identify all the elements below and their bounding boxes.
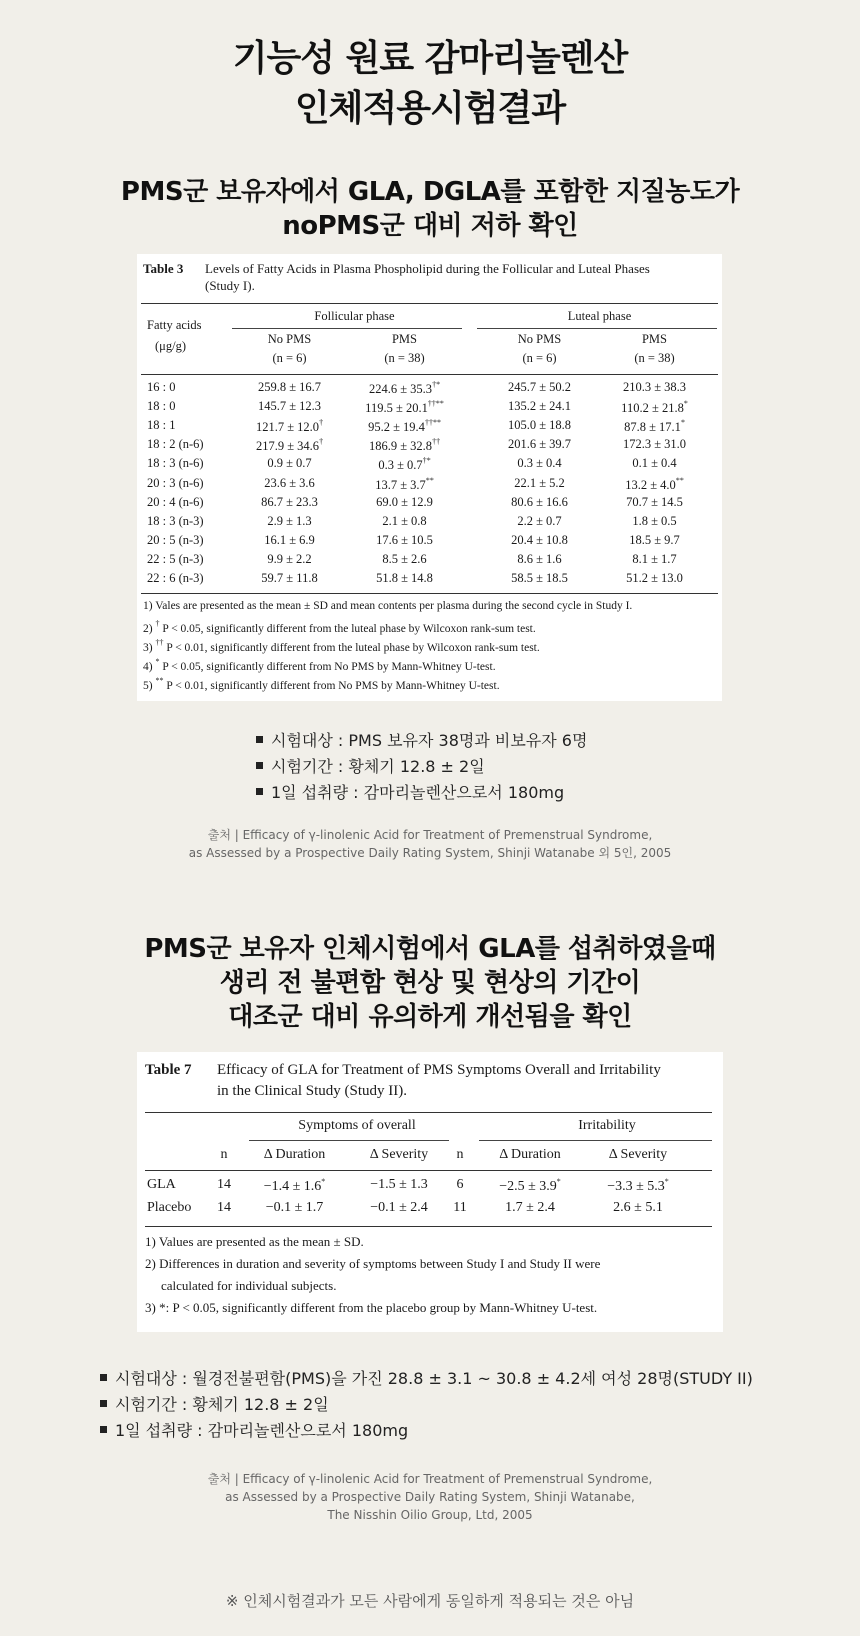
table-7-note: 2) Differences in duration and severity of symptoms between Study I and Study II were [145,1256,601,1271]
table-7-cell: 1.7 ± 2.4 [505,1200,555,1215]
table-3-cell: 110.2 ± 21.8* [621,399,688,416]
section1-heading [0,175,860,243]
table-3-cell: 87.8 ± 17.1* [624,418,685,435]
table-3-group-rule-1 [232,328,462,329]
table-7-group-overall: Symptoms of overall [298,1118,416,1133]
table-3-row-label: 20 : 5 (n-3) [147,532,204,547]
table-3-note: 5) ** P < 0.01, significantly different from No PMS by Mann-Whitney U-test. [143,676,500,692]
table-3-subhead: PMS [641,332,668,346]
table-3-note: 3) †† P < 0.01, significantly different from the luteal phase by Wilcoxon rank-sum test. [143,638,540,654]
disclaimer: ※ 인체시험결과가 모든 사람에게 동일하게 적용되는 것은 아님 [225,1592,635,1610]
table-7 [137,1052,723,1332]
table-3-cell: 2.1 ± 0.8 [382,513,427,528]
table-7-subhead: n [456,1147,464,1162]
table-3-cell: 20.4 ± 10.8 [511,532,568,547]
table-7-group-rule-2 [479,1140,712,1141]
table-3-cell: 119.5 ± 20.1††** [365,399,444,416]
table-3-row-label: 18 : 0 [147,399,176,414]
table-3-cell: 51.8 ± 14.8 [376,571,433,585]
table-3-group-rule-2 [477,328,717,329]
table-3-cell: 172.3 ± 31.0 [622,437,687,452]
table-3-cell: 224.6 ± 35.3†* [368,380,441,396]
table-3-note: 2) † P < 0.05, significantly different from the luteal phase by Wilcoxon rank-sum test. [143,619,536,635]
table-3-cell: 245.7 ± 50.2 [507,380,572,394]
section2-heading-line-2: 생리 전 불편함 현상 및 현상의 기간이 [219,968,641,998]
section1-bullets [256,728,587,806]
table-3-row-label: 18 : 3 (n-3) [147,513,204,528]
table-7-cell: −0.1 ± 1.7 [265,1200,324,1215]
table-3-cell: 18.5 ± 9.7 [629,532,680,547]
table-3-cell: 201.6 ± 39.7 [507,437,572,452]
table-7-subhead: Δ Duration [263,1147,326,1162]
table-3-cell: 0.9 ± 0.7 [267,456,312,471]
table-3-row-label: 16 : 0 [147,380,176,394]
table-3-cell: 22.1 ± 5.2 [514,475,565,490]
table-3-cell: 259.8 ± 16.7 [257,380,322,394]
table-3-cell: 80.6 ± 16.6 [511,494,568,509]
section2-bullet: 1일 섭취량 : 감마리놀렌산으로서 180mg [100,1418,753,1444]
table-7-cell: −3.3 ± 5.3* [607,1177,669,1194]
table-7-group-irritability: Irritability [578,1118,636,1133]
table-3-subhead-n: (n = 6) [272,351,307,365]
table-7-subhead: Δ Duration [499,1147,561,1162]
section1-heading-line-1: PMS군 보유자에서 GLA, DGLA를 포함한 지질농도가 [120,177,740,207]
table-7-subhead: n [220,1147,228,1162]
section1-bullet: 시험대상 : PMS 보유자 38명과 비보유자 6명 [256,728,587,754]
table-3-cell: 13.7 ± 3.7** [375,475,434,492]
table-3-group-follicular: Follicular phase [314,309,395,323]
table-3-row-label: 18 : 1 [147,418,176,433]
table-3-cell: 121.7 ± 12.0† [255,418,324,435]
table-3-caption-text: Levels of Fatty Acids in Plasma Phospholipid during the Follicular and Luteal Phases [205,261,650,276]
table-3-subhead: PMS [391,332,418,346]
section2-source: 출처 | Efficacy of γ-linolenic Acid for Treatment of Premenstrual Syndrome, as Assessed by a Prospective Daily Rating System, Shinji Watanabe, The Nisshin Oilio Group, Ltd, 2005 [207,1472,653,1522]
page-title [0,34,860,134]
table-7-label: Table 7 [145,1062,192,1078]
table-3-cell: 1.8 ± 0.5 [632,513,677,528]
table-3-cell: 86.7 ± 23.3 [261,494,318,509]
table-3-cell: 135.2 ± 24.1 [507,399,572,414]
section2-bullet: 시험기간 : 황체기 12.8 ± 2일 [100,1392,753,1418]
table-3-bottom-rule [141,593,718,594]
table-3-cell: 16.1 ± 6.9 [264,532,315,547]
table-3-row-label: 22 : 5 (n-3) [147,551,204,566]
table-3-cell: 0.1 ± 0.4 [632,456,677,471]
table-7-cell: 14 [217,1200,231,1215]
page-title-line-1: 기능성 원료 감마리놀렌산 [232,38,628,79]
section1-source: 출처 | Efficacy of γ-linolenic Acid for Treatment of Premenstrual Syndrome, as Assessed by a Prospective Daily Rating System, Shinji Watanabe 외 5인, 2005 [188,828,672,860]
section2-bullets [100,1366,753,1444]
table-3-label: Table 3 [143,261,184,276]
table-3-row-label: 20 : 4 (n-6) [147,494,204,509]
table-7-note: 3) *: P < 0.05, significantly different from the placebo group by Mann-Whitney U-test. [145,1300,598,1315]
table-3-subhead: No PMS [267,332,312,346]
table-7-cell: −1.5 ± 1.3 [370,1177,428,1192]
table-3-subhead-n: (n = 6) [522,351,557,365]
table-3-cell: 186.9 ± 32.8†† [368,437,441,454]
section2-heading-line-3: 대조군 대비 유의하게 개선됨을 확인 [228,1002,632,1032]
table-3-subhead: No PMS [517,332,562,346]
table-7-caption-text-2: in the Clinical Study (Study II). [217,1083,407,1099]
table-3-head-rule [141,374,718,375]
table-3-cell: 145.7 ± 12.3 [257,399,322,414]
table-3-col-unit: (μg/g) [155,339,186,353]
table-3-row-label: 20 : 3 (n-6) [147,475,204,490]
section2-bullet: 시험대상 : 월경전불편함(PMS)을 가진 28.8 ± 3.1 ~ 30.8 ± 4.2세 여성 28명(STUDY II) [100,1366,753,1392]
table-3-cell: 58.5 ± 18.5 [511,571,568,585]
table-7-group-rule-1 [249,1140,449,1141]
table-7-cell: 2.6 ± 5.1 [613,1200,663,1215]
table-3-cell: 17.6 ± 10.5 [376,532,433,547]
table-3-cell: 70.7 ± 14.5 [626,494,683,509]
table-7-caption [145,1060,720,1102]
table-7-note: calculated for individual subjects. [161,1278,337,1293]
table-7-top-rule [145,1112,712,1113]
table-3-cell: 8.1 ± 1.7 [632,551,677,566]
table-7-row-label: GLA [147,1177,176,1192]
table-3-row-label: 22 : 6 (n-3) [147,571,204,585]
table-7-caption-text: Efficacy of GLA for Treatment of PMS Symptoms Overall and Irritability [217,1062,661,1078]
table-7-subhead: Δ Severity [369,1147,429,1162]
table-3-row-label: 18 : 3 (n-6) [147,456,204,471]
section1-bullet: 1일 섭취량 : 감마리놀렌산으로서 180mg [256,780,587,806]
table-3-cell: 8.6 ± 1.6 [517,551,562,566]
table-7-bottom-rule [145,1226,712,1227]
table-3 [137,254,722,701]
table-3-group-luteal: Luteal phase [567,309,632,323]
table-3-subhead-n: (n = 38) [384,351,425,365]
table-3-cell: 51.2 ± 13.0 [626,571,683,585]
section2-heading [0,932,860,1034]
section1-bullet: 시험기간 : 황체기 12.8 ± 2일 [256,754,587,780]
table-7-cell: −0.1 ± 2.4 [370,1200,428,1215]
table-3-cell: 217.9 ± 34.6† [255,437,324,454]
table-3-cell: 0.3 ± 0.7†* [378,456,431,473]
table-7-subhead: Δ Severity [608,1147,668,1162]
table-3-col-fatty: Fatty acids [147,318,202,332]
section1-heading-line-2: noPMS군 대비 저하 확인 [282,211,578,241]
section2-heading-line-1: PMS군 보유자 인체시험에서 GLA를 섭취하였을때 [144,934,716,964]
table-7-cell: 14 [217,1177,231,1192]
table-3-cell: 13.2 ± 4.0** [625,475,684,492]
table-7-cell: −1.4 ± 1.6* [263,1177,326,1194]
table-3-caption [143,260,718,294]
table-3-note: 1) Vales are presented as the mean ± SD and mean contents per plasma during the second cycle in Study I. [143,600,633,612]
table-3-cell: 105.0 ± 18.8 [507,418,572,433]
table-3-cell: 23.6 ± 3.6 [264,475,315,490]
table-3-cell: 9.9 ± 2.2 [267,551,312,566]
table-7-cell: −2.5 ± 3.9* [499,1177,561,1194]
table-7-head-rule [145,1170,712,1171]
table-3-cell: 2.9 ± 1.3 [267,513,312,528]
table-7-cell: 11 [453,1200,467,1215]
table-3-top-rule [141,303,718,304]
table-3-caption-text-2: (Study I). [205,278,255,293]
table-3-cell: 210.3 ± 38.3 [622,380,687,394]
table-3-subhead-n: (n = 38) [634,351,675,365]
table-3-cell: 69.0 ± 12.9 [376,494,433,509]
table-3-cell: 8.5 ± 2.6 [382,551,427,566]
table-3-cell: 59.7 ± 11.8 [261,571,318,585]
table-3-cell: 2.2 ± 0.7 [517,513,562,528]
table-3-cell: 95.2 ± 19.4††** [368,418,441,435]
table-7-row-label: Placebo [147,1200,192,1215]
table-3-row-label: 18 : 2 (n-6) [147,437,204,452]
table-7-cell: 6 [456,1177,464,1192]
table-3-cell: 0.3 ± 0.4 [517,456,562,471]
table-3-note: 4) * P < 0.05, significantly different from No PMS by Mann-Whitney U-test. [143,657,496,673]
table-7-note: 1) Values are presented as the mean ± SD. [145,1234,364,1249]
page-title-line-2: 인체적용시험결과 [294,88,566,129]
